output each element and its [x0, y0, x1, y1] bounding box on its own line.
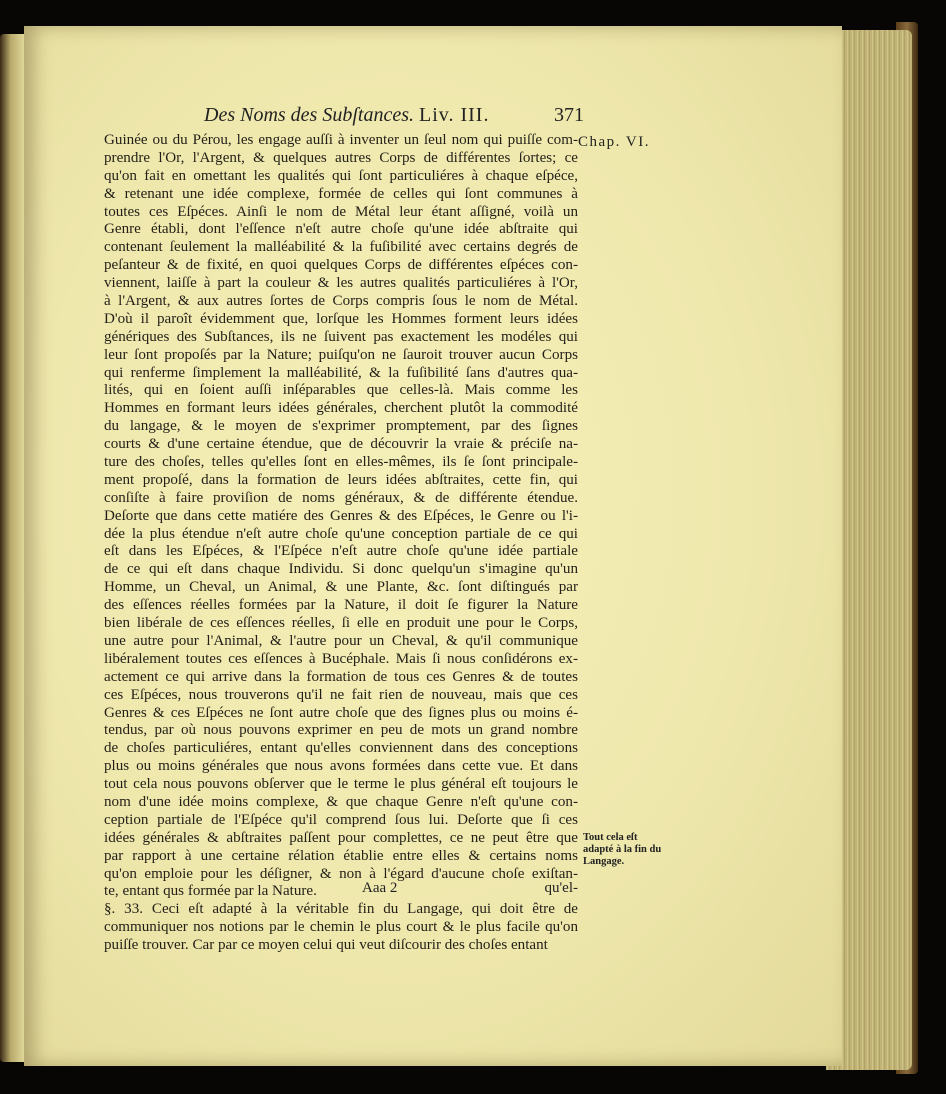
text-line: te, entant qus formée par la Nature. — [104, 883, 317, 900]
text-line: tendus, par où nous pouvons exprimer en peu de mots un grand nombre — [104, 722, 578, 739]
text-line: toutes ces Eſpéces. Ainſi le nom de Métal leur étant aſſigné, voilà un — [104, 203, 578, 220]
text-line: lités, qui en ſoient auſſi inſéparables que celles-là. Mais comme les — [104, 382, 578, 399]
text-line: du langage, & le moyen de s'exprimer promptement, par des ſignes — [104, 418, 578, 435]
text-line: Guinée ou du Pérou, les engage auſſi à inventer un ſeul nom qui puiſſe com- — [104, 132, 578, 148]
facing-page-edge — [0, 34, 26, 1062]
text-line: bien libérale de ces eſſences réelles, ſi elle en produit une pour le Corps, — [104, 615, 578, 632]
text-line: à l'Argent, & aux autres ſortes de Corps compris ſous le nom de Métal. — [104, 293, 578, 310]
text-line: leur ſont propoſés par la Nature; puiſqu'on ne ſauroit trouver aucun Corps — [104, 346, 578, 363]
text-line: de choſes particuliéres, entant qu'elles conviennent dans des conceptions — [104, 740, 578, 757]
text-line: actement ce qui arrive dans la formation de tous ces Genres & de toutes — [104, 668, 578, 685]
margin-note: Tout cela eſt adapté à la fin du Langage. — [583, 832, 662, 867]
page-number: 371 — [554, 104, 584, 126]
text-line: nom d'une idée moins complexe, & que chaque Genre n'eſt qu'une con- — [104, 793, 578, 810]
text-line: conſiſte à faire proviſion de noms généraux, & de différente étendue. — [104, 489, 578, 506]
text-line: puiſſe trouver. Car par ce moyen celui qui veut diſcourir des choſes entant — [104, 937, 548, 954]
text-line: D'où il paroît évidemment que, lorſque les Hommes forment leurs idées — [104, 310, 578, 327]
text-line: ment propoſé, dans la formation de leurs idées abſtraites, cette fin, qui — [104, 471, 578, 488]
text-line: prendre l'Or, l'Argent, & quelques autres Corps de différentes ſortes; ce — [104, 149, 578, 166]
text-line: qu'on fait en omettant les qualités qui ſont particuliéres à chaque eſpéce, — [104, 167, 578, 184]
book-number: Liv. III. — [418, 104, 490, 126]
chapter-label: Chap. VI. — [578, 134, 650, 150]
text-line: communiquer nos notions par le chemin le plus court & le plus facile qu'on — [104, 919, 578, 936]
text-line: ces Eſpéces, nous trouverons qu'il ne fait rien de nouveau, mais que ces — [104, 686, 578, 703]
text-line: Hommes en formant leurs idées générales, cherchent plutôt la commodité — [104, 400, 578, 417]
text-line: viennent, laiſſe à part la couleur & les autres qualités particuliéres à l'Or, — [104, 275, 578, 292]
text-line: §. 33. Ceci eſt adapté à la véritable fin du Langage, qui doit être de — [104, 901, 578, 918]
text-line: tout cela nous pouvons obſerver que le terme le plus général eſt toujours le — [104, 776, 578, 793]
signature-mark: Aaa 2 — [362, 880, 398, 896]
text-line: une autre pour l'Animal, & l'autre pour un Cheval, & qu'il communique — [104, 632, 578, 649]
text-line: Homme, un Cheval, un Animal, & une Plante, &c. ſont diſtingués par — [104, 579, 578, 596]
page-footer — [104, 880, 578, 900]
text-line: qui renferme ſimplement la malléabilité, & la fuſibilité ſans d'autres qua- — [104, 364, 578, 381]
text-line: libéralement toutes ces eſſences à Bucéphale. Mais ſi nous conſidérons ex- — [104, 650, 578, 667]
text-line: courts & d'une certaine étendue, que de découvrir la vraie & préciſe na- — [104, 436, 578, 453]
text-line: Genres & ces Eſpéces ne ſont autre choſe que des ſignes plus ou moins é- — [104, 704, 578, 721]
text-line: idées générales & abſtraites paſſent pour complettes, ce ne peut être que — [104, 829, 578, 846]
page-header — [204, 104, 584, 128]
text-line: ture des choſes, telles qu'elles ſont en elles-mêmes, ils ſe ſont principale- — [104, 454, 578, 471]
text-line: contenant ſeulement la malléabilité & la fuſibilité avec certains degrés de — [104, 239, 578, 256]
text-line: dée la plus étendue n'eſt autre choſe qu'une conception partiale de ce qui — [104, 525, 578, 542]
text-line: par rapport à une certaine rélation établie entre elles & certains noms — [104, 847, 578, 864]
text-line: de ce qui eſt dans chaque Individu. Si donc quelqu'un s'imagine qu'un — [104, 561, 578, 578]
catchword: qu'el- — [544, 880, 578, 896]
body-text — [104, 132, 578, 955]
text-line: plus ou moins générales que nous avons formées dans cette vue. Et dans — [104, 758, 578, 775]
running-title: Des Noms des Subſtances. — [204, 104, 414, 126]
text-line: génériques des Subſtances, ils ne ſuivent pas exactement les modéles qui — [104, 328, 578, 345]
text-line: eſt dans les Eſpéces, & l'Eſpéce n'eſt autre choſe qu'une idée partiale — [104, 543, 578, 560]
text-line: des eſſences réelles formées par la Nature, il doit ſe figurer la Nature — [104, 597, 578, 614]
text-line: Genre établi, dont l'eſſence n'eſt autre choſe qu'une idée abſtraite qui — [104, 221, 578, 238]
text-line: Deſorte que dans cette matiére des Genres & des Eſpéces, le Genre ou l'i- — [104, 507, 578, 524]
text-line: & retenant une idée complexe, formée de celles qui ſont communes à — [104, 185, 578, 202]
text-line: ception partiale de l'Eſpéce qu'il comprend ſous lui. Deſorte que ſi ces — [104, 811, 578, 828]
text-line: peſanteur & de fixité, en quoi quelques Corps de différentes eſpéces con- — [104, 257, 578, 274]
text-line: qu'on emploie pour les déſigner, & non à l'égard d'aucune choſe exiſtan- — [104, 865, 578, 882]
